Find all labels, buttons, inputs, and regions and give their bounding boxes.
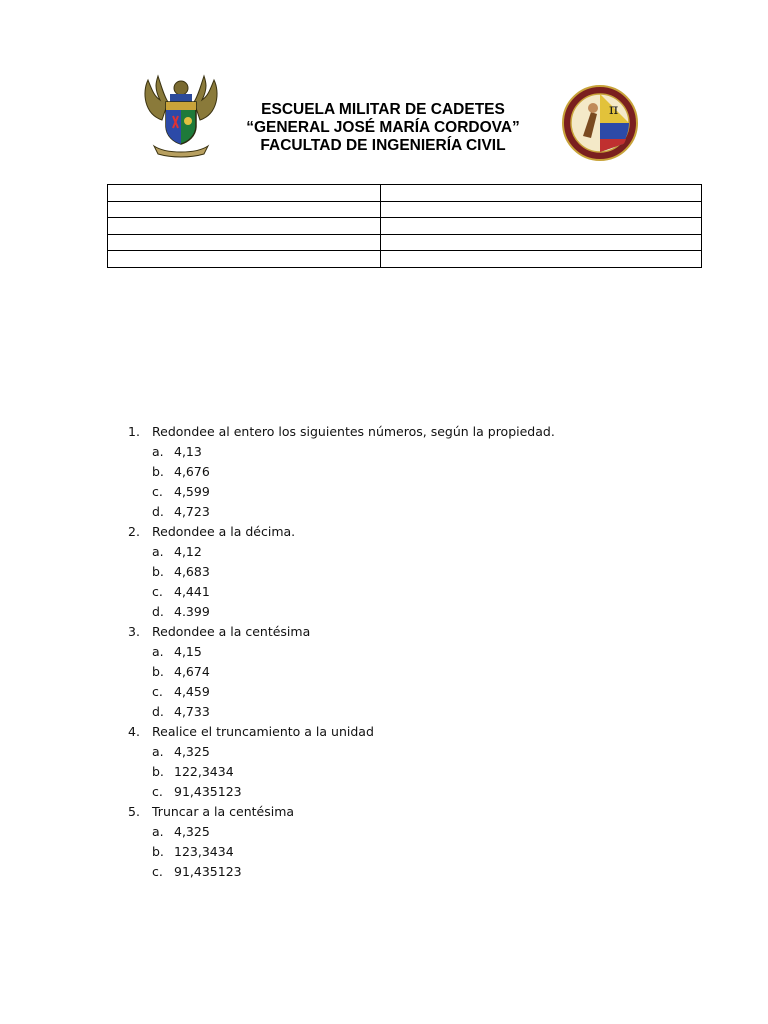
document-header [230,101,536,155]
option-item [152,482,555,502]
question-number: 3. [128,624,140,639]
option-value: 123,3434 [174,844,234,859]
option-list [128,442,555,522]
school-full-name: “GENERAL JOSÉ MARÍA CORDOVA” [246,119,520,136]
info-cell[interactable] [108,218,381,235]
info-cell[interactable] [381,234,702,251]
table-row [108,185,702,202]
option-item [152,842,555,862]
option-letter: b. [152,764,164,779]
option-item [152,742,555,762]
option-item [152,822,555,842]
option-value: 4,733 [174,704,210,719]
option-value: 4,325 [174,824,210,839]
table-row [108,218,702,235]
question-item [128,422,555,522]
question-text: Truncar a la centésima [152,804,295,819]
option-list [128,742,555,802]
option-value: 4,441 [174,584,210,599]
question-text: Redondee a la centésima [152,624,311,639]
option-item [152,642,555,662]
svg-text:π: π [609,102,619,118]
question-text: Redondee al entero los siguientes números, según la propiedad. [152,424,555,439]
option-letter: a. [152,744,164,759]
option-value: 4,325 [174,744,210,759]
info-cell[interactable] [381,185,702,202]
option-letter: b. [152,464,164,479]
option-value: 4,599 [174,484,210,499]
option-letter: a. [152,544,164,559]
option-list [128,542,555,622]
option-item [152,782,555,802]
option-value: 91,435123 [174,864,242,879]
option-item [152,542,555,562]
option-letter: d. [152,704,164,719]
option-item [152,462,555,482]
option-letter: c. [152,584,163,599]
question-number: 5. [128,804,140,819]
option-value: 4,459 [174,684,210,699]
option-value: 4,12 [174,544,202,559]
option-letter: c. [152,784,163,799]
option-letter: a. [152,444,164,459]
option-value: 4,676 [174,464,210,479]
school-name: ESCUELA MILITAR DE CADETES [261,101,505,118]
option-item [152,442,555,462]
question-item [128,522,555,622]
option-list [128,642,555,722]
crest-icon [140,74,222,158]
option-item [152,862,555,882]
option-value: 122,3434 [174,764,234,779]
option-value: 4,723 [174,504,210,519]
student-info-table [107,184,702,268]
option-letter: b. [152,664,164,679]
question-text: Realice el truncamiento a la unidad [152,724,374,739]
option-value: 4,674 [174,664,210,679]
question-item [128,722,555,802]
question-number: 4. [128,724,140,739]
option-item [152,702,555,722]
option-item [152,682,555,702]
option-item [152,662,555,682]
question-number: 2. [128,524,140,539]
option-letter: b. [152,564,164,579]
faculty-seal-logo [561,84,639,162]
info-cell[interactable] [381,251,702,268]
option-letter: b. [152,844,164,859]
option-letter: d. [152,604,164,619]
info-cell[interactable] [108,201,381,218]
option-letter: a. [152,824,164,839]
option-value: 4,15 [174,644,202,659]
seal-icon [561,84,639,162]
info-cell[interactable] [108,251,381,268]
option-letter: d. [152,504,164,519]
option-item [152,562,555,582]
question-list [128,422,555,882]
table-row [108,201,702,218]
option-value: 4.399 [174,604,210,619]
option-value: 4,683 [174,564,210,579]
info-cell[interactable] [108,185,381,202]
info-cell[interactable] [108,234,381,251]
info-cell[interactable] [381,201,702,218]
question-item [128,622,555,722]
option-list [128,822,555,882]
question-number: 1. [128,424,140,439]
question-text: Redondee a la décima. [152,524,296,539]
option-item [152,502,555,522]
faculty-name: FACULTAD DE INGENIERÍA CIVIL [260,137,506,154]
option-value: 4,13 [174,444,202,459]
info-cell[interactable] [381,218,702,235]
option-letter: c. [152,864,163,879]
question-item [128,802,555,882]
option-letter: c. [152,684,163,699]
option-value: 91,435123 [174,784,242,799]
military-crest-logo [140,74,222,158]
option-item [152,762,555,782]
table-row [108,251,702,268]
table-row [108,234,702,251]
option-item [152,582,555,602]
option-item [152,602,555,622]
option-letter: a. [152,644,164,659]
option-letter: c. [152,484,163,499]
